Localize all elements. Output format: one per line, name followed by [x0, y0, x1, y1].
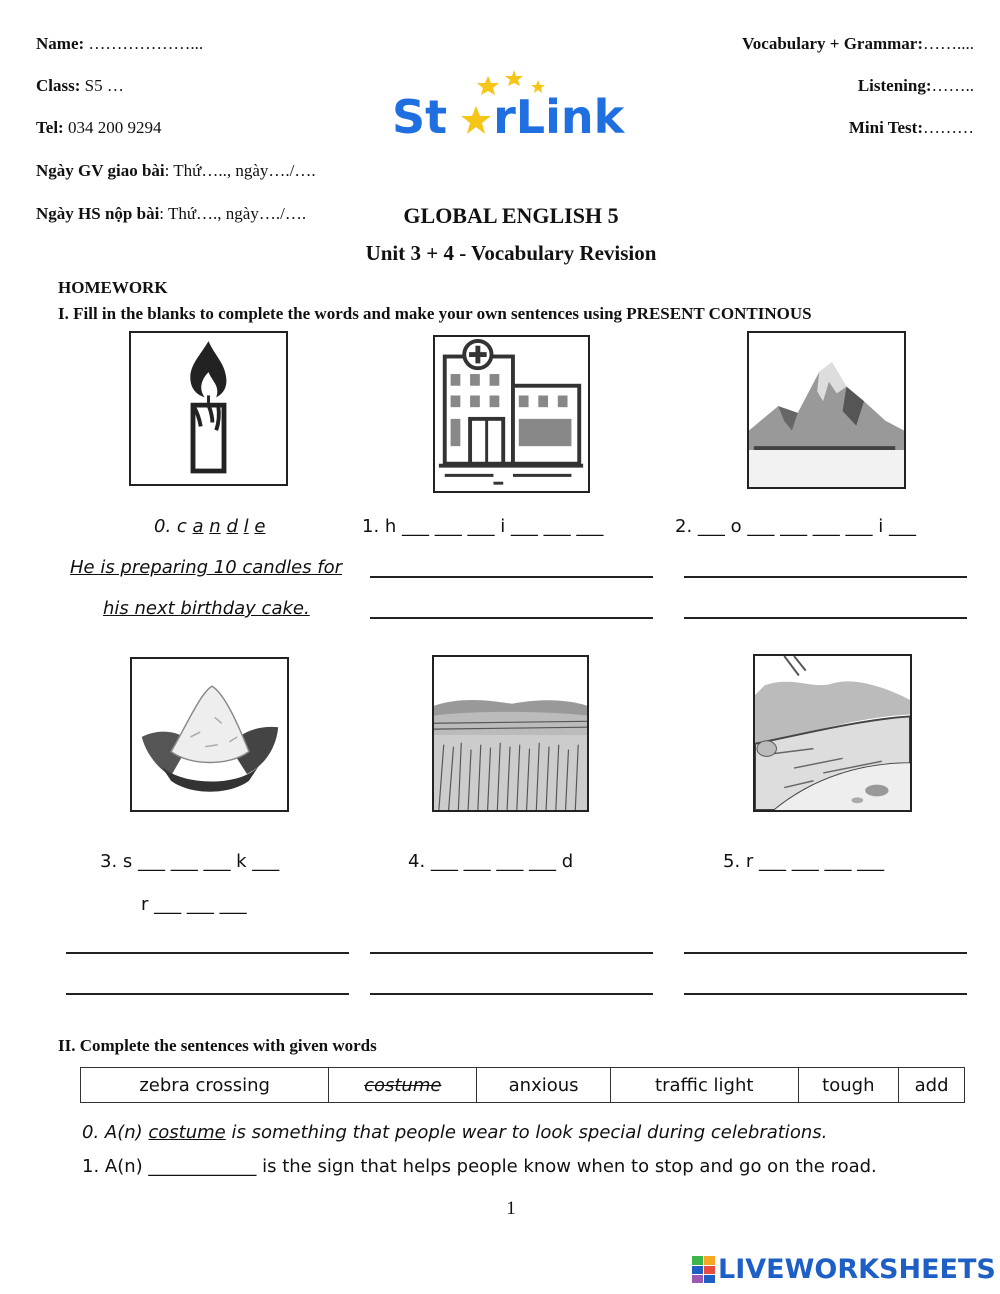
listening-score: [858, 76, 974, 96]
page-number: 1: [506, 1198, 516, 1219]
answer-line[interactable]: [684, 952, 967, 954]
class-label: Class:: [36, 76, 81, 95]
answer-line[interactable]: [370, 993, 653, 995]
answer-line[interactable]: [370, 952, 653, 954]
example-sentence-line2: his next birthday cake.: [103, 598, 310, 619]
vocab-value: ……....: [923, 34, 974, 53]
example-prefix: 0. A(n): [82, 1122, 149, 1143]
section2-instruction: II. Complete the sentences with given words: [58, 1036, 377, 1055]
field-picture: [432, 655, 589, 812]
class-field: [36, 76, 124, 96]
field-icon: [434, 657, 587, 810]
answer-line[interactable]: [684, 576, 967, 578]
candle-icon: [131, 333, 286, 484]
name-value[interactable]: ………………...: [88, 34, 204, 53]
answer-line[interactable]: [66, 952, 349, 954]
minitest-value: ………: [923, 118, 974, 137]
assign-date: [36, 161, 316, 181]
word-bank-item: traffic light: [610, 1068, 798, 1103]
section2-question-1[interactable]: 1. A(n) ____________ is the sign that helps people know when to stop and go on the road.: [82, 1156, 877, 1177]
salt-picture: [130, 657, 289, 812]
tel-field: [36, 118, 161, 138]
listening-value: ……..: [931, 76, 974, 95]
vocab-score: [742, 34, 974, 54]
answer-line[interactable]: [684, 993, 967, 995]
word-bank-item: add: [899, 1068, 965, 1103]
example-word: [154, 516, 265, 537]
starlink-logo: [390, 68, 630, 148]
item-5-prompt[interactable]: 5. r ___ ___ ___ ___: [723, 851, 885, 872]
vocab-label: Vocabulary + Grammar:: [742, 34, 923, 53]
minitest-label: Mini Test:: [848, 118, 923, 137]
example-rest: is something that people wear to look special during celebrations.: [225, 1122, 828, 1143]
example-letter: n: [209, 516, 221, 537]
example-letter: e: [254, 516, 266, 537]
item-2-prompt[interactable]: 2. ___ o ___ ___ ___ ___ i ___: [675, 516, 916, 537]
section1-instruction: I. Fill in the blanks to complete the words and make your own sentences using PRESENT CONTINOUS: [58, 304, 812, 323]
example-letter: d: [226, 516, 238, 537]
answer-line[interactable]: [370, 617, 653, 619]
logo-text-end: rLink: [493, 90, 625, 144]
name-label: Name:: [36, 34, 85, 53]
watermark-text: LIVEWORKSHEETS: [718, 1254, 996, 1285]
name-field: [36, 34, 203, 54]
candle-picture: [129, 331, 288, 486]
item-3-prompt-continued[interactable]: r ___ ___ ___: [141, 894, 247, 915]
section2-example: [82, 1122, 827, 1143]
submit-value: : Thứ…., ngày…./….: [159, 204, 307, 223]
word-bank-item: zebra crossing: [81, 1068, 329, 1103]
liveworksheets-logo-icon: [692, 1256, 716, 1284]
answer-line[interactable]: [684, 617, 967, 619]
item-3-prompt[interactable]: 3. s ___ ___ ___ k ___: [100, 851, 280, 872]
page-subtitle: Unit 3 + 4 - Vocabulary Revision: [365, 241, 657, 265]
page-title: GLOBAL ENGLISH 5: [403, 203, 619, 228]
word-bank-item: costume: [329, 1068, 477, 1103]
salt-pile-icon: [132, 659, 287, 810]
example-letter: l: [243, 516, 249, 537]
item-1-prompt[interactable]: 1. h ___ ___ ___ i ___ ___ ___: [362, 516, 604, 537]
logo-text-start: St: [392, 90, 448, 144]
homework-label: HOMEWORK: [58, 278, 168, 297]
minitest-score: [849, 118, 974, 138]
answer-line[interactable]: [370, 576, 653, 578]
listening-label: Listening:: [857, 76, 932, 95]
assign-label: Ngày GV giao bài: [36, 161, 165, 180]
tel-value: 034 200 9294: [67, 118, 162, 137]
river-icon: [755, 656, 910, 810]
submit-label: Ngày HS nộp bài: [36, 204, 160, 223]
word-bank-item: tough: [798, 1068, 899, 1103]
assign-value: : Thứ….., ngày…./….: [164, 161, 316, 180]
river-picture: [753, 654, 912, 812]
hospital-icon: [435, 337, 588, 491]
class-value: S5 …: [84, 76, 124, 95]
example-prefix: 0. c: [154, 516, 187, 537]
mountain-icon: [749, 333, 904, 487]
example-sentence-line1: He is preparing 10 candles for: [70, 557, 343, 578]
example-answer: costume: [148, 1122, 226, 1143]
word-bank-item: anxious: [477, 1068, 611, 1103]
word-bank: [80, 1067, 965, 1103]
mountain-picture: [747, 331, 906, 489]
example-letter: a: [192, 516, 204, 537]
tel-label: Tel:: [36, 118, 64, 137]
item-4-prompt[interactable]: 4. ___ ___ ___ ___ d: [408, 851, 574, 872]
answer-line[interactable]: [66, 993, 349, 995]
hospital-picture: [433, 335, 590, 493]
